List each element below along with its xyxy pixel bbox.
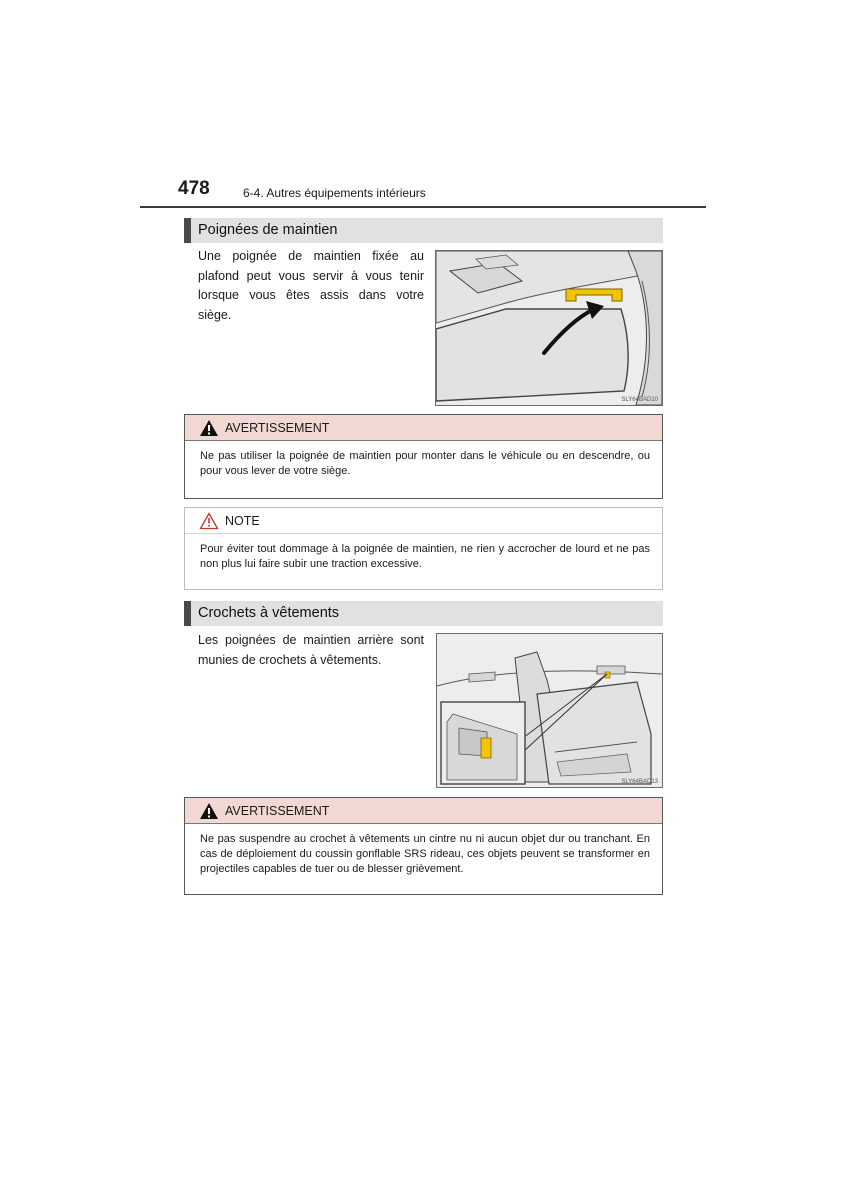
note-box xyxy=(184,507,663,590)
warning-label: AVERTISSEMENT xyxy=(225,803,330,818)
warning-triangle-icon xyxy=(199,802,219,820)
note-label: NOTE xyxy=(225,513,260,528)
chapter-title: 6-4. Autres équipements intérieurs xyxy=(243,186,426,200)
coat-hook-description: Les poignées de maintien arrière sont munies de crochets à vêtements. xyxy=(198,633,424,667)
coat-hook-figure xyxy=(436,633,663,788)
figure-code: SLY64BAD13 xyxy=(621,779,658,785)
caution-triangle-outline-icon xyxy=(199,512,219,530)
warning-box xyxy=(184,797,663,895)
grab-handle-figure xyxy=(435,250,663,406)
warning-header xyxy=(185,415,662,441)
note-header xyxy=(185,508,662,534)
figure-code: SLY64BAD10 xyxy=(621,397,658,403)
grab-handle-description: Une poignée de maintien fixée au plafond peut vous servir à vous tenir lorsque vous êtes assis dans votre siège. xyxy=(198,249,424,322)
header-rule xyxy=(140,206,706,208)
warning-triangle-icon xyxy=(199,419,219,437)
note-text: Pour éviter tout dommage à la poignée de maintien, ne rien y accrocher de lourd et ne pas non plus lui faire subir une traction excessive. xyxy=(200,543,650,570)
page-number: 478 xyxy=(178,178,210,199)
warning-header xyxy=(185,798,662,824)
warning-box xyxy=(184,414,663,499)
warning-label: AVERTISSEMENT xyxy=(225,420,330,435)
warning-text: Ne pas utiliser la poignée de maintien pour monter dans le véhicule ou en descendre, ou pour vous lever de votre siège. xyxy=(200,450,650,477)
section-heading-coat-hooks: Crochets à vêtements xyxy=(184,601,663,626)
section-heading-grab-handles: Poignées de maintien xyxy=(184,218,663,243)
warning-text: Ne pas suspendre au crochet à vêtements un cintre nu ni aucun objet dur ou tranchant. En cas de déploiement du coussin gonflable SRS rideau, ces objets peuvent se transformer en projectiles capables de tuer ou de blesser grièvement. xyxy=(200,833,650,875)
